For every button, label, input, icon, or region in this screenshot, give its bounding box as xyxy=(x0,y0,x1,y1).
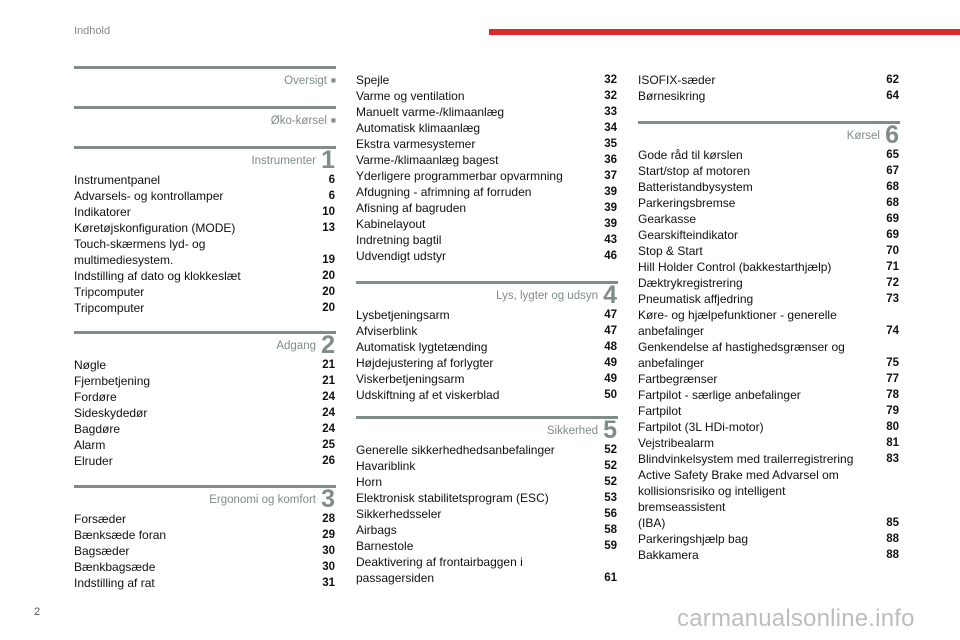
toc-entry-text: Nøgle xyxy=(74,358,107,372)
toc-entry-page: 32 xyxy=(604,74,617,86)
toc-entry[interactable] xyxy=(74,575,336,591)
toc-entry-text: Tripcomputer xyxy=(74,301,145,315)
toc-entry[interactable] xyxy=(638,88,900,104)
toc-entry-page: 19 xyxy=(322,254,335,266)
toc-entry-text: Indstilling af dato og klokkeslæt xyxy=(74,269,241,283)
section-divider xyxy=(638,121,900,124)
section-title: Ergonomi og komfort xyxy=(209,494,316,506)
toc-entry[interactable] xyxy=(356,248,618,264)
toc-entry[interactable] xyxy=(74,172,336,188)
section-header xyxy=(638,121,900,147)
toc-entry-page: 46 xyxy=(604,250,617,262)
toc-entry-text: Gearskifteindikator xyxy=(638,228,739,242)
toc-entry-page: 36 xyxy=(604,154,617,166)
toc-entry[interactable] xyxy=(638,531,900,547)
toc-entry-page: 21 xyxy=(322,359,335,371)
toc-entry[interactable] xyxy=(356,538,618,554)
toc-entry-page: 69 xyxy=(886,213,899,225)
toc-entry-text: Ekstra varmesystemer xyxy=(356,137,476,151)
toc-entry-page: 88 xyxy=(886,549,899,561)
toc-entry[interactable] xyxy=(74,220,336,236)
toc-entry[interactable] xyxy=(638,259,900,275)
toc-entry[interactable] xyxy=(74,559,336,575)
toc-entry-page: 85 xyxy=(886,517,899,529)
toc-entry-text: Afisning af bagruden xyxy=(356,201,467,215)
toc-entry[interactable] xyxy=(638,323,900,339)
toc-entry-text: Indretning bagtil xyxy=(356,233,442,247)
section-header xyxy=(74,485,336,511)
toc-entry[interactable] xyxy=(356,458,618,474)
section-title: Oversigt xyxy=(284,75,327,87)
toc-entry-text: Elektronisk stabilitetsprogram (ESC) xyxy=(356,491,549,505)
toc-entry-page: 50 xyxy=(604,389,617,401)
toc-entry-text: Alarm xyxy=(74,438,106,452)
toc-section xyxy=(74,331,336,469)
toc-entry-text: Afdugning - afrimning af forruden xyxy=(356,185,532,199)
toc-entry-page: 32 xyxy=(604,90,617,102)
toc-entry-text: Manuelt varme-/klimaanlæg xyxy=(356,105,505,119)
toc-entry-text: Gode råd til kørslen xyxy=(638,148,743,162)
toc-entry-page: 67 xyxy=(886,165,899,177)
toc-entry-page: 24 xyxy=(322,407,335,419)
toc-entry[interactable] xyxy=(356,88,618,104)
toc-entry[interactable] xyxy=(74,543,336,559)
toc-entry-text: Fartpilot xyxy=(638,404,682,418)
toc-entry-text: Automatisk klimaanlæg xyxy=(356,121,481,135)
toc-entry-text: Bagsæder xyxy=(74,544,130,558)
toc-entry-text: Sikkerhedsseler xyxy=(356,507,442,521)
toc-entry-page: 75 xyxy=(886,357,899,369)
toc-entry[interactable] xyxy=(638,435,900,451)
toc-entry-page: 72 xyxy=(886,277,899,289)
toc-entry-page: 79 xyxy=(886,405,899,417)
toc-entry-page: 10 xyxy=(322,206,335,218)
toc-entry[interactable] xyxy=(356,120,618,136)
toc-entry-page: 53 xyxy=(604,492,617,504)
toc-entry[interactable] xyxy=(638,387,900,403)
toc-entry-text: Udvendigt udstyr xyxy=(356,249,447,263)
toc-entry[interactable] xyxy=(356,184,618,200)
toc-entry[interactable] xyxy=(638,243,900,259)
toc-entry[interactable] xyxy=(356,506,618,522)
toc-entry[interactable] xyxy=(74,373,336,389)
toc-entry-page: 69 xyxy=(886,229,899,241)
toc-entry[interactable] xyxy=(638,163,900,179)
toc-entry[interactable] xyxy=(356,339,618,355)
section-divider xyxy=(74,146,336,149)
toc-entry-page: 34 xyxy=(604,122,617,134)
section-divider xyxy=(74,106,336,109)
section-title: Lys, lygter og udsyn xyxy=(496,290,598,302)
section-header xyxy=(356,281,618,307)
toc-entry-page: 26 xyxy=(322,455,335,467)
toc-entry-page: 29 xyxy=(322,529,335,541)
toc-entry-page: 24 xyxy=(322,391,335,403)
toc-entry-page: 39 xyxy=(604,202,617,214)
toc-entry[interactable] xyxy=(638,227,900,243)
toc-entry-text: Advarsels- og kontrollamper xyxy=(74,189,224,203)
toc-entry[interactable] xyxy=(356,307,618,323)
toc-entry-text: Vejstribealarm xyxy=(638,436,715,450)
toc-section xyxy=(74,485,336,591)
toc-entry-text: Generelle sikkerhedhedsanbefalinger xyxy=(356,443,555,457)
toc-entry[interactable] xyxy=(74,527,336,543)
toc-entry-page: 71 xyxy=(886,261,899,273)
watermark: carmanualsonline.info xyxy=(677,605,915,632)
toc-entry-text: Forsæder xyxy=(74,512,127,526)
toc-entry-text: Tripcomputer xyxy=(74,285,145,299)
toc-entry[interactable] xyxy=(356,442,618,458)
section-divider xyxy=(356,281,618,284)
toc-entry-text: kollisionsrisiko og intelligent bremseassistent xyxy=(638,484,786,514)
toc-entry-text: Kabinelayout xyxy=(356,217,426,231)
toc-entry[interactable] xyxy=(356,387,618,403)
toc-entry-text: anbefalinger xyxy=(638,356,705,370)
toc-section xyxy=(638,72,900,104)
toc-entry-text: Bagdøre xyxy=(74,422,121,436)
section-number: 2 xyxy=(321,331,335,359)
toc-entry-text: Parkeringsbremse xyxy=(638,196,736,210)
toc-entry[interactable] xyxy=(638,339,900,355)
toc-entry-page: 68 xyxy=(886,197,899,209)
toc-entry-page: 6 xyxy=(328,174,335,186)
toc-entry[interactable] xyxy=(74,236,336,252)
section-number: 1 xyxy=(321,146,335,174)
toc-entry-page: 33 xyxy=(604,106,617,118)
toc-entry[interactable] xyxy=(356,570,618,586)
toc-entry[interactable] xyxy=(356,554,618,570)
toc-entry-page: 56 xyxy=(604,508,617,520)
toc-entry-text: Børnesikring xyxy=(638,89,706,103)
toc-entry-page: 70 xyxy=(886,245,899,257)
toc-entry[interactable] xyxy=(638,515,900,531)
toc-section xyxy=(638,121,900,563)
toc-entry-text: Lysbetjeningsarm xyxy=(356,308,450,322)
toc-entry-text: Gearkasse xyxy=(638,212,697,226)
toc-entry[interactable] xyxy=(356,168,618,184)
toc-entry-text: Køre- og hjælpefunktioner - generelle xyxy=(638,308,837,322)
toc-entry[interactable] xyxy=(356,136,618,152)
section-divider xyxy=(74,66,336,69)
toc-entry-text: Indstilling af rat xyxy=(74,576,155,590)
toc-entry-text: Deaktivering af frontairbaggen i xyxy=(356,555,523,569)
toc-entry-page: 35 xyxy=(604,138,617,150)
toc-entry-text: Yderligere programmerbar opvarmning xyxy=(356,169,563,183)
toc-entry-page: 68 xyxy=(886,181,899,193)
toc-entry[interactable] xyxy=(74,357,336,373)
toc-entry-text: Horn xyxy=(356,475,383,489)
toc-entry-text: Stop & Start xyxy=(638,244,703,258)
toc-entry-text: Bakkamera xyxy=(638,548,699,562)
toc-section xyxy=(74,66,336,92)
toc-entry[interactable] xyxy=(74,421,336,437)
toc-entry-page: 39 xyxy=(604,186,617,198)
toc-entry-text: Varme og ventilation xyxy=(356,89,465,103)
toc-entry[interactable] xyxy=(638,195,900,211)
toc-entry[interactable] xyxy=(638,483,900,515)
toc-entry[interactable] xyxy=(356,474,618,490)
toc-entry-text: Havariblink xyxy=(356,459,416,473)
toc-section xyxy=(356,416,618,586)
section-marker: ■ xyxy=(330,75,336,85)
toc-entry[interactable] xyxy=(74,405,336,421)
toc-entry[interactable] xyxy=(638,211,900,227)
toc-entry-text: Fjernbetjening xyxy=(74,374,151,388)
toc-entry[interactable] xyxy=(356,232,618,248)
toc-entry-page: 39 xyxy=(604,218,617,230)
toc-entry-text: Spejle xyxy=(356,73,390,87)
toc-entry[interactable] xyxy=(638,72,900,88)
toc-entry-page: 62 xyxy=(886,74,899,86)
toc-entry-text: Touch-skærmens lyd- og xyxy=(74,237,206,251)
toc-entry-page: 6 xyxy=(328,190,335,202)
toc-entry-page: 52 xyxy=(604,444,617,456)
section-marker: ■ xyxy=(330,115,336,125)
toc-entry[interactable] xyxy=(356,490,618,506)
toc-entry-page: 77 xyxy=(886,373,899,385)
toc-entry[interactable] xyxy=(74,252,336,268)
toc-entry-text: Dæktrykregistrering xyxy=(638,276,743,290)
toc-entry-text: Sideskydedør xyxy=(74,406,148,420)
section-number: 3 xyxy=(321,485,335,513)
toc-entry[interactable] xyxy=(638,355,900,371)
toc-entry[interactable] xyxy=(74,453,336,469)
toc-entry[interactable] xyxy=(74,511,336,527)
toc-entry-page: 28 xyxy=(322,513,335,525)
toc-entry-page: 49 xyxy=(604,373,617,385)
toc-entry-page: 59 xyxy=(604,540,617,552)
toc-entry[interactable] xyxy=(638,147,900,163)
toc-entry[interactable] xyxy=(74,188,336,204)
toc-entry-page: 20 xyxy=(322,270,335,282)
toc-entry-text: Parkeringshjælp bag xyxy=(638,532,749,546)
toc-entry-text: Højdejustering af forlygter xyxy=(356,356,494,370)
toc-entry-page: 31 xyxy=(322,577,335,589)
toc-entry-text: Automatisk lygtetænding xyxy=(356,340,488,354)
section-header xyxy=(74,331,336,357)
toc-entry-page: 52 xyxy=(604,460,617,472)
section-divider xyxy=(74,331,336,334)
toc-entry[interactable] xyxy=(638,291,900,307)
toc-entry-text: Indikatorer xyxy=(74,205,131,219)
section-number: 5 xyxy=(603,416,617,444)
toc-entry[interactable] xyxy=(638,371,900,387)
toc-entry-page: 48 xyxy=(604,341,617,353)
section-header xyxy=(74,106,336,132)
toc-entry-page: 25 xyxy=(322,439,335,451)
toc-entry-text: Hill Holder Control (bakkestarthjælp) xyxy=(638,260,832,274)
toc-entry-text: multimediesystem. xyxy=(74,253,174,267)
toc-entry[interactable] xyxy=(74,300,336,316)
toc-entry-text: Start/stop af motoren xyxy=(638,164,751,178)
toc-entry-page: 21 xyxy=(322,375,335,387)
toc-entry[interactable] xyxy=(356,216,618,232)
section-header xyxy=(74,66,336,92)
section-header xyxy=(356,416,618,442)
toc-entry[interactable] xyxy=(356,200,618,216)
toc-entry[interactable] xyxy=(356,371,618,387)
toc-entry[interactable] xyxy=(356,72,618,88)
toc-entry[interactable] xyxy=(356,323,618,339)
section-title: Sikkerhed xyxy=(546,425,598,437)
toc-entry[interactable] xyxy=(638,179,900,195)
toc-entry-text: Batteristandbysystem xyxy=(638,180,753,194)
toc-entry-page: 30 xyxy=(322,545,335,557)
toc-entry-text: Viskerbetjeningsarm xyxy=(356,372,465,386)
toc-entry-text: Udskiftning af et viskerblad xyxy=(356,388,500,402)
toc-entry-page: 58 xyxy=(604,524,617,536)
toc-entry[interactable] xyxy=(638,467,900,483)
toc-entry-text: Elruder xyxy=(74,454,113,468)
toc-entry[interactable] xyxy=(356,152,618,168)
toc-entry-text: Fartbegrænser xyxy=(638,372,718,386)
toc-entry[interactable] xyxy=(638,419,900,435)
toc-entry-text: Barnestole xyxy=(356,539,414,553)
toc-entry[interactable] xyxy=(74,284,336,300)
toc-entry-text: Genkendelse af hastighedsgrænser og xyxy=(638,340,845,354)
toc-entry-text: Airbags xyxy=(356,523,397,537)
toc-entry-page: 74 xyxy=(886,325,899,337)
toc-entry[interactable] xyxy=(74,437,336,453)
toc-entry-page: 81 xyxy=(886,437,899,449)
toc-entry[interactable] xyxy=(638,307,900,323)
toc-entry-page: 24 xyxy=(322,423,335,435)
toc-entry-page: 78 xyxy=(886,389,899,401)
toc-entry[interactable] xyxy=(638,403,900,419)
toc-entry-text: Blindvinkelsystem med trailerregistrering xyxy=(638,452,854,466)
toc-entry-text: Fartpilot - særlige anbefalinger xyxy=(638,388,801,402)
toc-entry-text: Pneumatisk affjedring xyxy=(638,292,754,306)
toc-entry-page: 73 xyxy=(886,293,899,305)
toc-entry-page: 61 xyxy=(604,572,617,584)
toc-entry-page: 47 xyxy=(604,309,617,321)
toc-entry[interactable] xyxy=(74,389,336,405)
toc-entry-text: ISOFIX-sæder xyxy=(638,73,716,87)
toc-entry-page: 64 xyxy=(886,90,899,102)
toc-entry[interactable] xyxy=(638,275,900,291)
toc-entry-text: Varme-/klimaanlæg bagest xyxy=(356,153,499,167)
header-accent-bar xyxy=(489,29,960,35)
toc-section xyxy=(356,281,618,403)
toc-entry-text: Instrumentpanel xyxy=(74,173,161,187)
toc-section xyxy=(74,106,336,132)
toc-entry[interactable] xyxy=(356,104,618,120)
page-number: 2 xyxy=(34,606,41,618)
toc-entry-page: 52 xyxy=(604,476,617,488)
toc-entry-page: 37 xyxy=(604,170,617,182)
section-title: Adgang xyxy=(276,340,316,352)
toc-entry-page: 80 xyxy=(886,421,899,433)
toc-entry-text: Afviserblink xyxy=(356,324,418,338)
toc-entry-page: 30 xyxy=(322,561,335,573)
toc-entry-text: Bænksæde foran xyxy=(74,528,167,542)
toc-entry-text: Fartpilot (3L HDi-motor) xyxy=(638,420,764,434)
toc-entry[interactable] xyxy=(74,204,336,220)
toc-entry-text: anbefalinger xyxy=(638,324,705,338)
toc-section xyxy=(74,146,336,316)
toc-entry[interactable] xyxy=(638,451,900,467)
toc-entry[interactable] xyxy=(356,522,618,538)
toc-entry[interactable] xyxy=(74,268,336,284)
toc-entry-page: 20 xyxy=(322,286,335,298)
toc-entry-page: 88 xyxy=(886,533,899,545)
toc-entry[interactable] xyxy=(356,355,618,371)
section-number: 6 xyxy=(885,121,899,149)
toc-entry-page: 49 xyxy=(604,357,617,369)
toc-entry-text: Bænkbagsæde xyxy=(74,560,156,574)
toc-entry-page: 20 xyxy=(322,302,335,314)
section-title: Kørsel xyxy=(846,130,880,142)
section-title: Instrumenter xyxy=(251,155,316,167)
toc-entry-text: passagersiden xyxy=(356,571,435,585)
toc-entry-text: (IBA) xyxy=(638,516,666,530)
toc-section xyxy=(356,72,618,264)
section-number: 4 xyxy=(603,281,617,309)
section-divider xyxy=(356,416,618,419)
toc-entry-page: 43 xyxy=(604,234,617,246)
header-title: Indhold xyxy=(74,25,111,37)
toc-entry-page: 47 xyxy=(604,325,617,337)
section-title: Øko-kørsel xyxy=(270,115,327,127)
toc-entry-text: Køretøjskonfiguration (MODE) xyxy=(74,221,236,235)
toc-entry-page: 13 xyxy=(322,222,335,234)
toc-entry-page: 65 xyxy=(886,149,899,161)
toc-entry-page: 83 xyxy=(886,453,899,465)
toc-entry-text: Active Safety Brake med Advarsel om xyxy=(638,468,839,482)
section-header xyxy=(74,146,336,172)
toc-entry-text: Fordøre xyxy=(74,390,117,404)
section-divider xyxy=(74,485,336,488)
toc-entry[interactable] xyxy=(638,547,900,563)
